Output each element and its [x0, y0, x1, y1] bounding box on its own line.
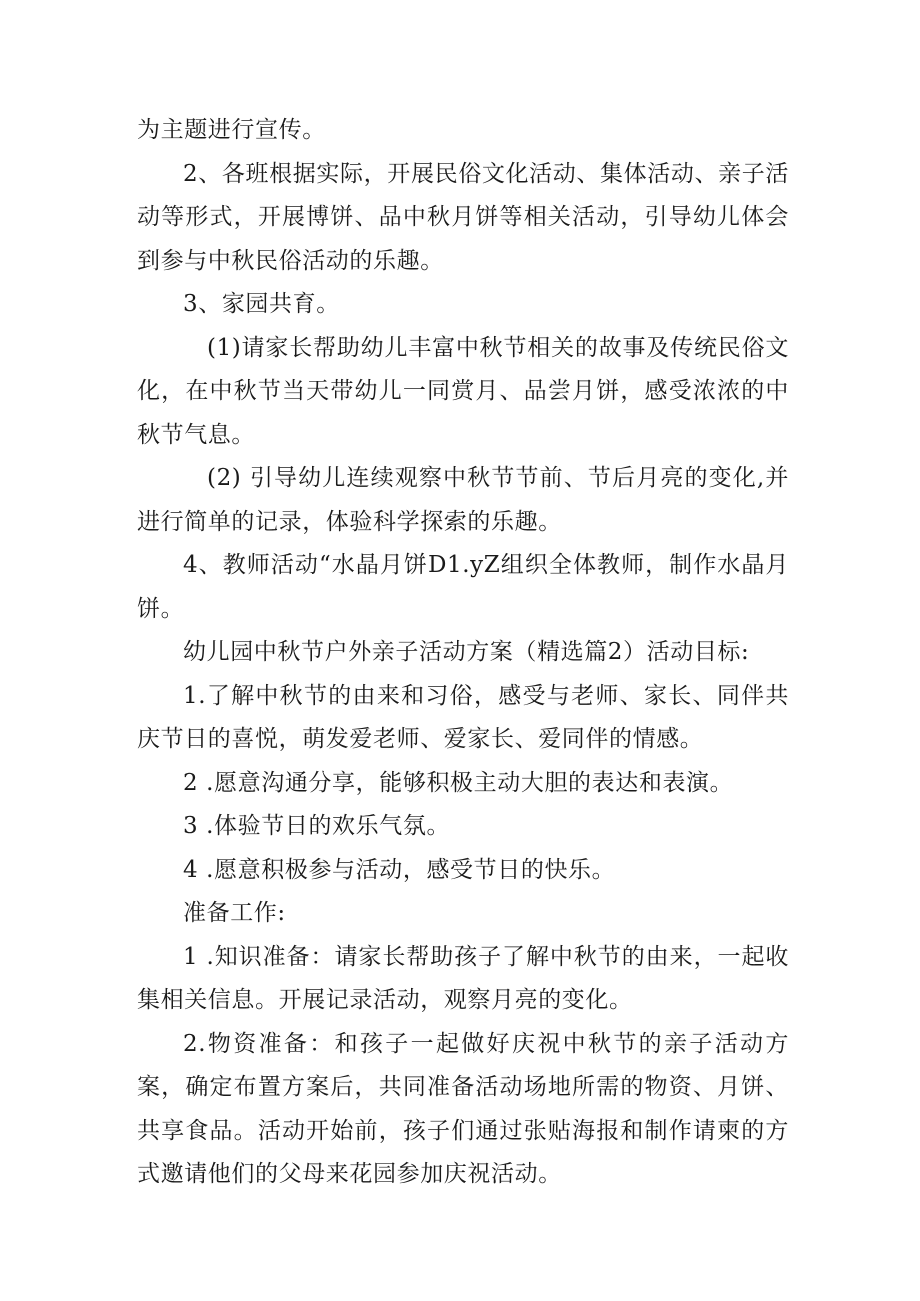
- goal-item-1: 1.了解中秋节的由来和习俗，感受与老师、家长、同伴共庆节日的喜悦，萌发爱老师、爱家长、爱同伴的情感。: [137, 682, 789, 752]
- section-heading-goals: 幼儿园中秋节户外亲子活动方案（精选篇2）活动目标:: [183, 639, 750, 665]
- paragraph-item-3: 3、家园共育。: [183, 291, 340, 317]
- section-heading-preparation: 准备工作:: [183, 900, 286, 926]
- goal-item-4: 4 .愿意积极参与活动，感受节日的快乐。: [183, 856, 616, 883]
- paragraph-continuation: 为主题进行宣传。: [137, 117, 326, 143]
- document-body: [137, 109, 789, 1197]
- paragraph-item-2: 2、各班根据实际，开展民俗文化活动、集体活动、亲子活动等形式，开展博饼、品中秋月饼等相关活动，引导幼儿体会到参与中秋民俗活动的乐趣。: [137, 160, 789, 274]
- preparation-item-1: 1 .知识准备：请家长帮助孩子了解中秋节的由来，一起收集相关信息。开展记录活动，观察月亮的变化。: [137, 943, 789, 1013]
- preparation-item-2: 2.物资准备：和孩子一起做好庆祝中秋节的亲子活动方案，确定布置方案后，共同准备活动场地所需的物资、月饼、共享食品。活动开始前，孩子们通过张贴海报和制作请柬的方式邀请他们的父母来花园参加庆祝活动。: [137, 1030, 789, 1187]
- goal-item-3: 3 .体验节日的欢乐气氛。: [183, 813, 451, 839]
- goal-item-2: 2 .愿意沟通分享，能够积极主动大胆的表达和表演。: [183, 769, 734, 796]
- paragraph-item-4: 4、教师活动“水晶月饼D1.yZ组织全体教师，制作水晶月饼。: [137, 552, 789, 622]
- paragraph-subitem-2: (2) 引导幼儿连续观察中秋节节前、节后月亮的变化,并进行简单的记录，体验科学探索的乐趣。: [137, 465, 789, 535]
- paragraph-subitem-1: (1)请家长帮助幼儿丰富中秋节相关的故事及传统民俗文化，在中秋节当天带幼儿一同赏月、品尝月饼，感受浓浓的中秋节气息。: [137, 334, 789, 448]
